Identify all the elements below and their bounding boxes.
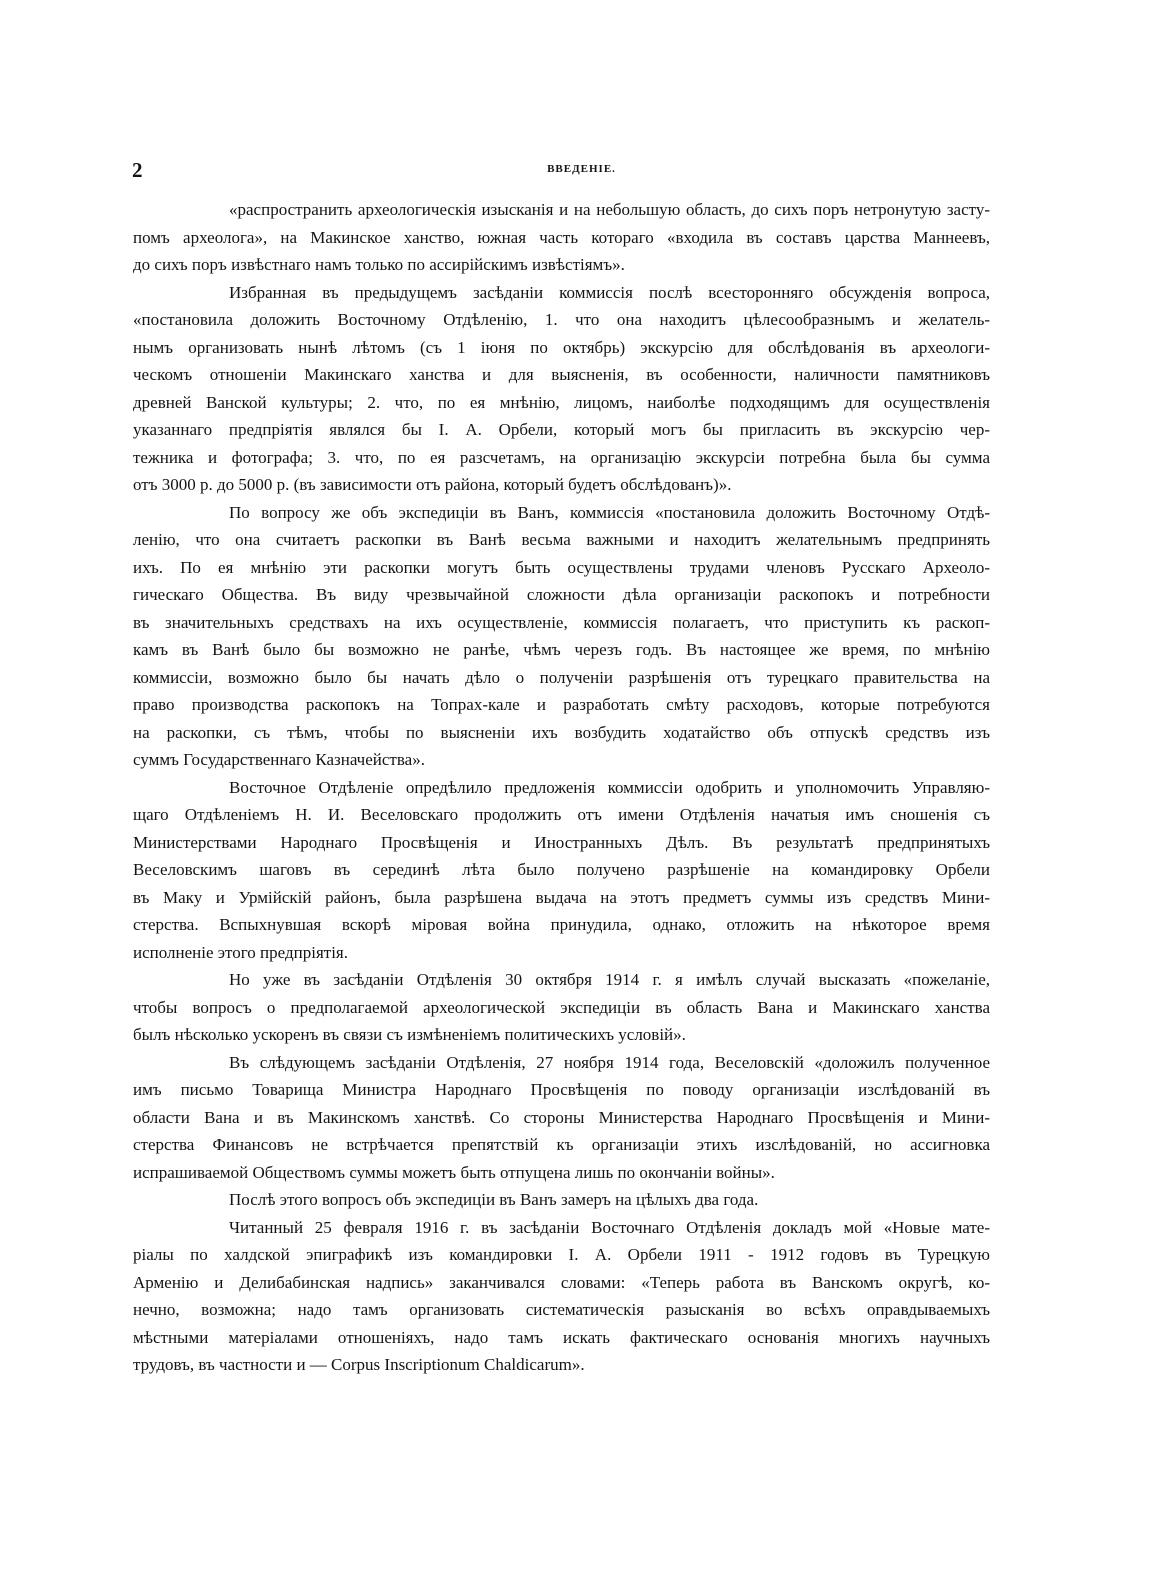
paragraph	[133, 1049, 990, 1187]
page-number: 2	[132, 158, 143, 182]
text-line: Министерствами Народнаго Просвѣщенія и Иностранныхъ Дѣлъ. Въ результатѣ предпринятыхъ	[133, 832, 990, 852]
text-line: древней Ванской культуры; 2. что, по ея мнѣнію, лицомъ, наиболѣе подходящимъ для осуществленія	[133, 392, 990, 412]
text-line: Читанный 25 февраля 1916 г. въ засѣданіи Восточнаго Отдѣленія докладъ мой «Новые мате-	[229, 1217, 990, 1237]
running-title: ВВЕДЕНІЕ.	[547, 163, 616, 175]
paragraph	[133, 196, 990, 279]
text-line: на раскопки, съ тѣмъ, чтобы по выясненіи ихъ возбудить ходатайство объ отпускѣ средствъ изъ	[133, 722, 990, 742]
page-body	[133, 196, 990, 1379]
text-line: исполненіе этого предпріятія.	[133, 942, 348, 962]
text-line: области Вана и въ Макинскомъ ханствѣ. Со стороны Министерства Народнаго Просвѣщенія и Мини-	[133, 1107, 990, 1127]
text-line: помъ археолога», на Макинское ханство, южная часть котораго «входила въ составъ царства Маннеевъ,	[133, 227, 990, 247]
text-line: стерства Финансовъ не встрѣчается препятствій къ организаціи этихъ изслѣдованій, но ассигновка	[133, 1135, 990, 1154]
text-line: ленію, что она считаетъ раскопки въ Ванѣ весьма важными и находитъ желательнымъ предпринять	[133, 530, 990, 549]
text-line: суммъ Государственнаго Казначейства».	[133, 750, 425, 769]
text-line: чтобы вопросъ о предполагаемой археологической экспедиціи въ область Вана и Макинскаго ханства	[133, 997, 990, 1017]
text-line: «распространить археологическія изысканія и на небольшую область, до сихъ поръ нетронутую засту-	[229, 200, 990, 219]
text-line: имъ письмо Товарища Министра Народнаго Просвѣщенія по поводу организаціи изслѣдованій въ	[133, 1080, 990, 1099]
text-line: ихъ. По ея мнѣнію эти раскопки могутъ быть осуществлены трудами членовъ Русскаго Археоло-	[133, 557, 990, 577]
text-line: тежника и фотографа; 3. что, по ея разсчетамъ, на организацію экскурсіи потребна была бы сумма	[133, 447, 990, 467]
text-line: По вопросу же объ экспедиціи въ Ванъ, коммиссія «постановила доложить Восточному Отдѣ-	[229, 502, 990, 522]
text-line: Веселовскимъ шаговъ въ серединѣ лѣта было получено разрѣшеніе на командировку Орбели	[133, 860, 990, 879]
text-line: указаннаго предпріятія являлся бы І. А. Орбели, который могъ бы пригласить въ экскурсію чер-	[133, 420, 990, 439]
text-line: коммиссіи, возможно было бы начать дѣло о полученіи разрѣшенія отъ турецкаго правительства на	[133, 667, 990, 687]
text-line: Восточное Отдѣленіе опредѣлило предложенія коммиссіи одобрить и уполномочить Управляю-	[229, 777, 990, 797]
text-line: стерства. Вспыхнувшая вскорѣ міровая война принудила, однако, отложить на нѣкоторое время	[133, 915, 990, 934]
text-line: Въ слѣдующемъ засѣданіи Отдѣленія, 27 ноября 1914 года, Веселовскій «доложилъ полученное	[229, 1052, 990, 1072]
text-line: ческомъ отношеніи Макинскаго ханства и для выясненія, въ особенности, наличности памятниковъ	[133, 365, 990, 384]
text-line: въ Маку и Урмійскій районъ, была разрѣшена выдача на этотъ предметъ суммы изъ средствъ Мини-	[133, 887, 990, 907]
text-line: до сихъ поръ извѣстнаго намъ только по ассирійскимъ извѣстіямъ».	[133, 255, 625, 274]
text-line: Арменію и Делибабинская надпись» заканчивался словами: «Теперь работа въ Ванскомъ округѣ, ко-	[133, 1272, 990, 1292]
paragraph	[133, 774, 990, 967]
paragraph	[133, 1186, 990, 1214]
text-line: мѣстными матеріалами отношеніяхъ, надо тамъ искать фактическаго основанія многихъ научныхъ	[133, 1327, 990, 1347]
text-line: щаго Отдѣленіемъ Н. И. Веселовскаго продолжить отъ имени Отдѣленія начатыя имъ сношенія съ	[133, 805, 990, 824]
text-line: въ значительныхъ средствахъ на ихъ осуществленіе, коммиссія полагаетъ, что приступить къ раскоп-	[133, 612, 990, 632]
text-line: камъ въ Ванѣ было бы возможно не ранѣе, чѣмъ черезъ годъ. Въ настоящее же время, по мнѣнію	[133, 640, 990, 659]
text-line: право производства раскопокъ на Топрах-кале и разработать смѣту расходовъ, которые потребуются	[133, 695, 990, 714]
text-line: былъ нѣсколько ускоренъ въ связи съ измѣненіемъ политическихъ условій».	[133, 1025, 686, 1044]
text-line: испрашиваемой Обществомъ суммы можетъ быть отпущена лишь по окончаніи войны».	[133, 1162, 775, 1182]
text-line: нымъ организовать нынѣ лѣтомъ (съ 1 іюня по октябрь) экскурсію для обслѣдованія въ археологи-	[133, 337, 990, 357]
paragraph	[133, 1214, 990, 1379]
text-line: гическаго Общества. Въ виду чрезвычайной сложности дѣла организаціи раскопокъ и потребности	[133, 585, 990, 604]
text-line: ріалы по халдской эпиграфикѣ изъ командировки І. А. Орбели 1911 - 1912 годовъ въ Турецкую	[133, 1245, 990, 1264]
text-line: отъ 3000 р. до 5000 р. (въ зависимости отъ района, который будетъ обслѣдованъ)».	[133, 475, 732, 494]
text-line: трудовъ, въ частности и — Corpus Inscriptionum Chaldicarum».	[133, 1355, 585, 1374]
text-line: «постановила доложить Восточному Отдѣленію, 1. что она находитъ цѣлесообразнымъ и желатель-	[133, 310, 990, 329]
paragraph	[133, 966, 990, 1049]
text-line: Послѣ этого вопросъ объ экспедиціи въ Ванъ замеръ на цѣлыхъ два года.	[229, 1190, 759, 1209]
text-line: Избранная въ предыдущемъ засѣданіи коммиссія послѣ всесторонняго обсужденія вопроса,	[229, 282, 990, 302]
text-line: нечно, возможна; надо тамъ организовать систематическія разысканія во всѣхъ оправдываемыхъ	[133, 1300, 990, 1319]
paragraph	[133, 279, 990, 499]
text-line: Но уже въ засѣданіи Отдѣленія 30 октября 1914 г. я имѣлъ случай высказать «пожеланіе,	[229, 970, 990, 989]
paragraph	[133, 499, 990, 774]
